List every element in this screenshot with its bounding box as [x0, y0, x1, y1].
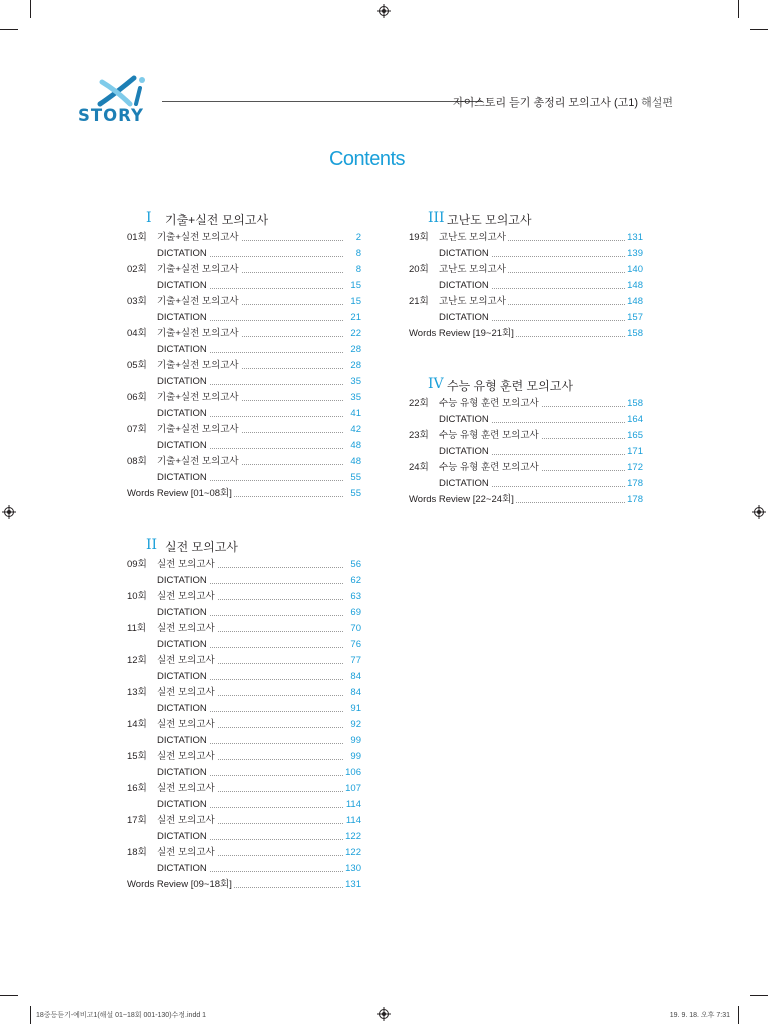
- episode-number: 16회: [127, 783, 147, 794]
- toc-entry: [127, 294, 361, 310]
- entry-label: DICTATION: [439, 310, 491, 326]
- crop-mark: [0, 995, 18, 996]
- page-number: 48: [348, 454, 361, 470]
- page-number: 139: [625, 246, 643, 262]
- toc-section-2: [127, 537, 361, 893]
- toc-entry: [127, 813, 361, 829]
- episode-number: 12회: [127, 655, 147, 666]
- section-numeral: III: [428, 210, 445, 226]
- entry-label: 실전 모의고사: [157, 845, 217, 861]
- page-number: 157: [625, 310, 643, 326]
- page-number: 158: [625, 396, 643, 412]
- page-number: 84: [348, 669, 361, 685]
- page-number: 178: [625, 476, 643, 492]
- episode-number: 10회: [127, 591, 147, 602]
- page-number: 15: [348, 278, 361, 294]
- episode-number: 01회: [127, 232, 147, 243]
- entry-label: DICTATION: [157, 573, 209, 589]
- toc-entry: [127, 845, 361, 861]
- entry-label: DICTATION: [439, 412, 491, 428]
- page-number: 130: [343, 861, 361, 877]
- entry-label: 고난도 모의고사: [439, 294, 508, 310]
- entry-label: DICTATION: [439, 444, 491, 460]
- toc-entry: [409, 476, 643, 492]
- entry-label: DICTATION: [157, 797, 209, 813]
- entry-label: 고난도 모의고사: [439, 230, 508, 246]
- page-number: 148: [625, 294, 643, 310]
- page-number: 69: [348, 605, 361, 621]
- page-number: 114: [344, 813, 361, 829]
- episode-number: 05회: [127, 360, 147, 371]
- entry-label: Words Review [01~08회]: [127, 486, 234, 502]
- entry-label: DICTATION: [157, 861, 209, 877]
- page-number: 55: [348, 486, 361, 502]
- episode-number: 20회: [409, 264, 429, 275]
- entry-label: DICTATION: [157, 374, 209, 390]
- episode-number: 15회: [127, 751, 147, 762]
- words-review-entry: [409, 492, 643, 508]
- episode-number: 17회: [127, 815, 147, 826]
- page-number: 165: [625, 428, 643, 444]
- toc-entry: [127, 230, 361, 246]
- toc-entry: [409, 428, 643, 444]
- toc-entry: [127, 422, 361, 438]
- entry-label: DICTATION: [157, 438, 209, 454]
- entry-label: 실전 모의고사: [157, 589, 217, 605]
- section-title: 실전 모의고사: [165, 540, 238, 554]
- toc-entry: [127, 797, 361, 813]
- page-number: 35: [348, 390, 361, 406]
- entry-label: 실전 모의고사: [157, 685, 217, 701]
- entry-label: 수능 유형 훈련 모의고사: [439, 428, 541, 444]
- toc-entry: [127, 733, 361, 749]
- episode-number: 24회: [409, 462, 429, 473]
- crop-mark: [738, 0, 739, 18]
- toc-entries: [127, 230, 361, 502]
- page-number: 56: [348, 557, 361, 573]
- registration-mark-icon: [377, 4, 391, 18]
- entry-label: 기출+실전 모의고사: [157, 358, 241, 374]
- entry-label: DICTATION: [157, 733, 209, 749]
- episode-number: 11회: [127, 623, 147, 634]
- section-heading: [409, 210, 643, 230]
- toc-entry: [409, 310, 643, 326]
- entry-label: DICTATION: [157, 246, 209, 262]
- toc-entry: [127, 717, 361, 733]
- episode-number: 03회: [127, 296, 147, 307]
- entry-label: 실전 모의고사: [157, 557, 217, 573]
- page-number: 15: [348, 294, 361, 310]
- episode-number: 13회: [127, 687, 147, 698]
- entry-label: 실전 모의고사: [157, 813, 217, 829]
- toc-entry: [127, 781, 361, 797]
- toc-entry: [409, 460, 643, 476]
- crop-mark: [30, 1006, 31, 1024]
- page-number: 77: [348, 653, 361, 669]
- episode-number: 06회: [127, 392, 147, 403]
- section-title: 기출+실전 모의고사: [165, 213, 269, 227]
- toc-entry: [127, 653, 361, 669]
- toc-entry: [127, 605, 361, 621]
- toc-entry: [409, 230, 643, 246]
- episode-number: 04회: [127, 328, 147, 339]
- entry-label: DICTATION: [157, 669, 209, 685]
- toc-entries: [409, 230, 643, 342]
- page-number: 172: [625, 460, 643, 476]
- toc-entry: [409, 396, 643, 412]
- entry-label: DICTATION: [157, 829, 209, 845]
- entry-label: 고난도 모의고사: [439, 262, 508, 278]
- toc-entry: [409, 278, 643, 294]
- toc-section-1: [127, 210, 361, 502]
- edition-label: 해설편: [641, 97, 673, 109]
- entry-label: DICTATION: [439, 476, 491, 492]
- section-numeral: IV: [428, 376, 444, 392]
- crop-mark: [738, 1006, 739, 1024]
- toc-entry: [127, 454, 361, 470]
- page-number: 8: [354, 262, 361, 278]
- page-number: 84: [348, 685, 361, 701]
- toc-entry: [127, 406, 361, 422]
- xistory-logo: [78, 74, 164, 128]
- episode-number: 21회: [409, 296, 429, 307]
- entry-label: DICTATION: [157, 310, 209, 326]
- section-heading: [127, 210, 361, 230]
- entry-label: Words Review [09~18회]: [127, 877, 234, 893]
- entry-label: 기출+실전 모의고사: [157, 422, 241, 438]
- section-title: 고난도 모의고사: [447, 213, 532, 227]
- page-number: 42: [348, 422, 361, 438]
- episode-number: 19회: [409, 232, 429, 243]
- crop-mark: [750, 995, 768, 996]
- page-number: 131: [343, 877, 361, 893]
- page-title: Contents: [328, 148, 406, 170]
- toc-section-3: [409, 210, 643, 342]
- entry-label: DICTATION: [157, 605, 209, 621]
- page-number: 171: [625, 444, 643, 460]
- page-number: 55: [348, 470, 361, 486]
- toc-entry: [127, 438, 361, 454]
- page-number: 48: [348, 438, 361, 454]
- crop-mark: [30, 0, 31, 18]
- entry-label: DICTATION: [439, 246, 491, 262]
- entry-label: DICTATION: [157, 278, 209, 294]
- registration-mark-icon: [752, 505, 766, 519]
- entry-label: 실전 모의고사: [157, 749, 217, 765]
- page-number: 131: [625, 230, 643, 246]
- entry-label: DICTATION: [439, 278, 491, 294]
- section-heading: [127, 537, 361, 557]
- page-number: 70: [348, 621, 361, 637]
- entry-label: 기출+실전 모의고사: [157, 294, 241, 310]
- toc-entry: [409, 294, 643, 310]
- toc-entry: [409, 444, 643, 460]
- words-review-entry: [127, 877, 361, 893]
- toc-entry: [409, 262, 643, 278]
- episode-number: 14회: [127, 719, 147, 730]
- toc-entries: [409, 396, 643, 508]
- page-number: 122: [343, 845, 361, 861]
- page-number: 114: [344, 797, 361, 813]
- page-number: 76: [348, 637, 361, 653]
- toc-entry: [127, 390, 361, 406]
- footer-file-name: 18중등듣기-예비고1(해설 01~18회 001-130)수정.indd 1: [36, 1012, 207, 1019]
- toc-entry: [127, 573, 361, 589]
- page-number: 178: [625, 492, 643, 508]
- page-number: 21: [348, 310, 361, 326]
- footer-timestamp: 19. 9. 18. 오후 7:31: [669, 1012, 730, 1019]
- entry-label: 기출+실전 모의고사: [157, 230, 241, 246]
- page-number: 8: [354, 246, 361, 262]
- page-number: 158: [625, 326, 643, 342]
- xi-logo-mark-icon: [92, 74, 152, 110]
- section-heading: [409, 376, 643, 396]
- toc-entry: [127, 765, 361, 781]
- episode-number: 02회: [127, 264, 147, 275]
- page-number: 99: [348, 749, 361, 765]
- entry-label: 실전 모의고사: [157, 621, 217, 637]
- toc-entry: [127, 701, 361, 717]
- toc-entry: [127, 342, 361, 358]
- page-number: 92: [348, 717, 361, 733]
- book-title: [453, 94, 673, 110]
- crop-mark: [750, 29, 768, 30]
- book-title-text: 자이스토리 듣기 총정리 모의고사 (고1): [452, 97, 639, 109]
- registration-mark-icon: [2, 505, 16, 519]
- page-number: 91: [348, 701, 361, 717]
- page-number: 28: [348, 358, 361, 374]
- entry-label: DICTATION: [157, 637, 209, 653]
- page-number: 41: [348, 406, 361, 422]
- crop-mark: [0, 29, 18, 30]
- entry-label: 수능 유형 훈련 모의고사: [439, 396, 541, 412]
- entry-label: DICTATION: [157, 701, 209, 717]
- toc-entry: [127, 470, 361, 486]
- entry-label: 기출+실전 모의고사: [157, 454, 241, 470]
- page-number: 99: [348, 733, 361, 749]
- entry-label: 실전 모의고사: [157, 781, 217, 797]
- entry-label: 수능 유형 훈련 모의고사: [439, 460, 541, 476]
- episode-number: 22회: [409, 398, 429, 409]
- toc-entry: [127, 326, 361, 342]
- entry-label: Words Review [19~21회]: [409, 326, 516, 342]
- toc-entry: [127, 637, 361, 653]
- page-number: 148: [625, 278, 643, 294]
- toc-section-4: [409, 376, 643, 508]
- toc-entry: [127, 374, 361, 390]
- toc-entry: [127, 262, 361, 278]
- words-review-entry: [127, 486, 361, 502]
- toc-entry: [127, 861, 361, 877]
- registration-mark-icon: [377, 1007, 391, 1021]
- page-number: 107: [343, 781, 361, 797]
- page-number: 63: [348, 589, 361, 605]
- episode-number: 08회: [127, 456, 147, 467]
- entry-label: DICTATION: [157, 406, 209, 422]
- episode-number: 07회: [127, 424, 147, 435]
- toc-entry: [127, 829, 361, 845]
- page-number: 122: [343, 829, 361, 845]
- section-numeral: I: [146, 210, 152, 226]
- entry-label: 실전 모의고사: [157, 653, 217, 669]
- episode-number: 09회: [127, 559, 147, 570]
- entry-label: 기출+실전 모의고사: [157, 326, 241, 342]
- toc-entry: [127, 557, 361, 573]
- entry-label: DICTATION: [157, 342, 209, 358]
- entry-label: 기출+실전 모의고사: [157, 390, 241, 406]
- entry-label: 실전 모의고사: [157, 717, 217, 733]
- toc-entry: [409, 246, 643, 262]
- toc-entry: [409, 412, 643, 428]
- toc-entry: [127, 246, 361, 262]
- toc-entry: [127, 310, 361, 326]
- toc-entry: [127, 589, 361, 605]
- section-numeral: II: [146, 537, 158, 553]
- page-number: 28: [348, 342, 361, 358]
- entry-label: Words Review [22~24회]: [409, 492, 516, 508]
- words-review-entry: [409, 326, 643, 342]
- toc-entry: [127, 358, 361, 374]
- toc-entry: [127, 685, 361, 701]
- toc-entries: [127, 557, 361, 893]
- section-title: 수능 유형 훈련 모의고사: [447, 379, 573, 393]
- page-number: 164: [625, 412, 643, 428]
- toc-entry: [127, 621, 361, 637]
- episode-number: 23회: [409, 430, 429, 441]
- toc-entry: [127, 669, 361, 685]
- page-number: 35: [348, 374, 361, 390]
- page-number: 140: [625, 262, 643, 278]
- entry-label: DICTATION: [157, 765, 209, 781]
- toc-entry: [127, 278, 361, 294]
- entry-label: DICTATION: [157, 470, 209, 486]
- page-number: 106: [343, 765, 361, 781]
- entry-label: 기출+실전 모의고사: [157, 262, 241, 278]
- page-number: 62: [348, 573, 361, 589]
- header-rule: [162, 101, 482, 102]
- toc-entry: [127, 749, 361, 765]
- page-number: 2: [354, 230, 361, 246]
- logo-wordmark: STORY: [78, 106, 144, 125]
- page-number: 22: [348, 326, 361, 342]
- episode-number: 18회: [127, 847, 147, 858]
